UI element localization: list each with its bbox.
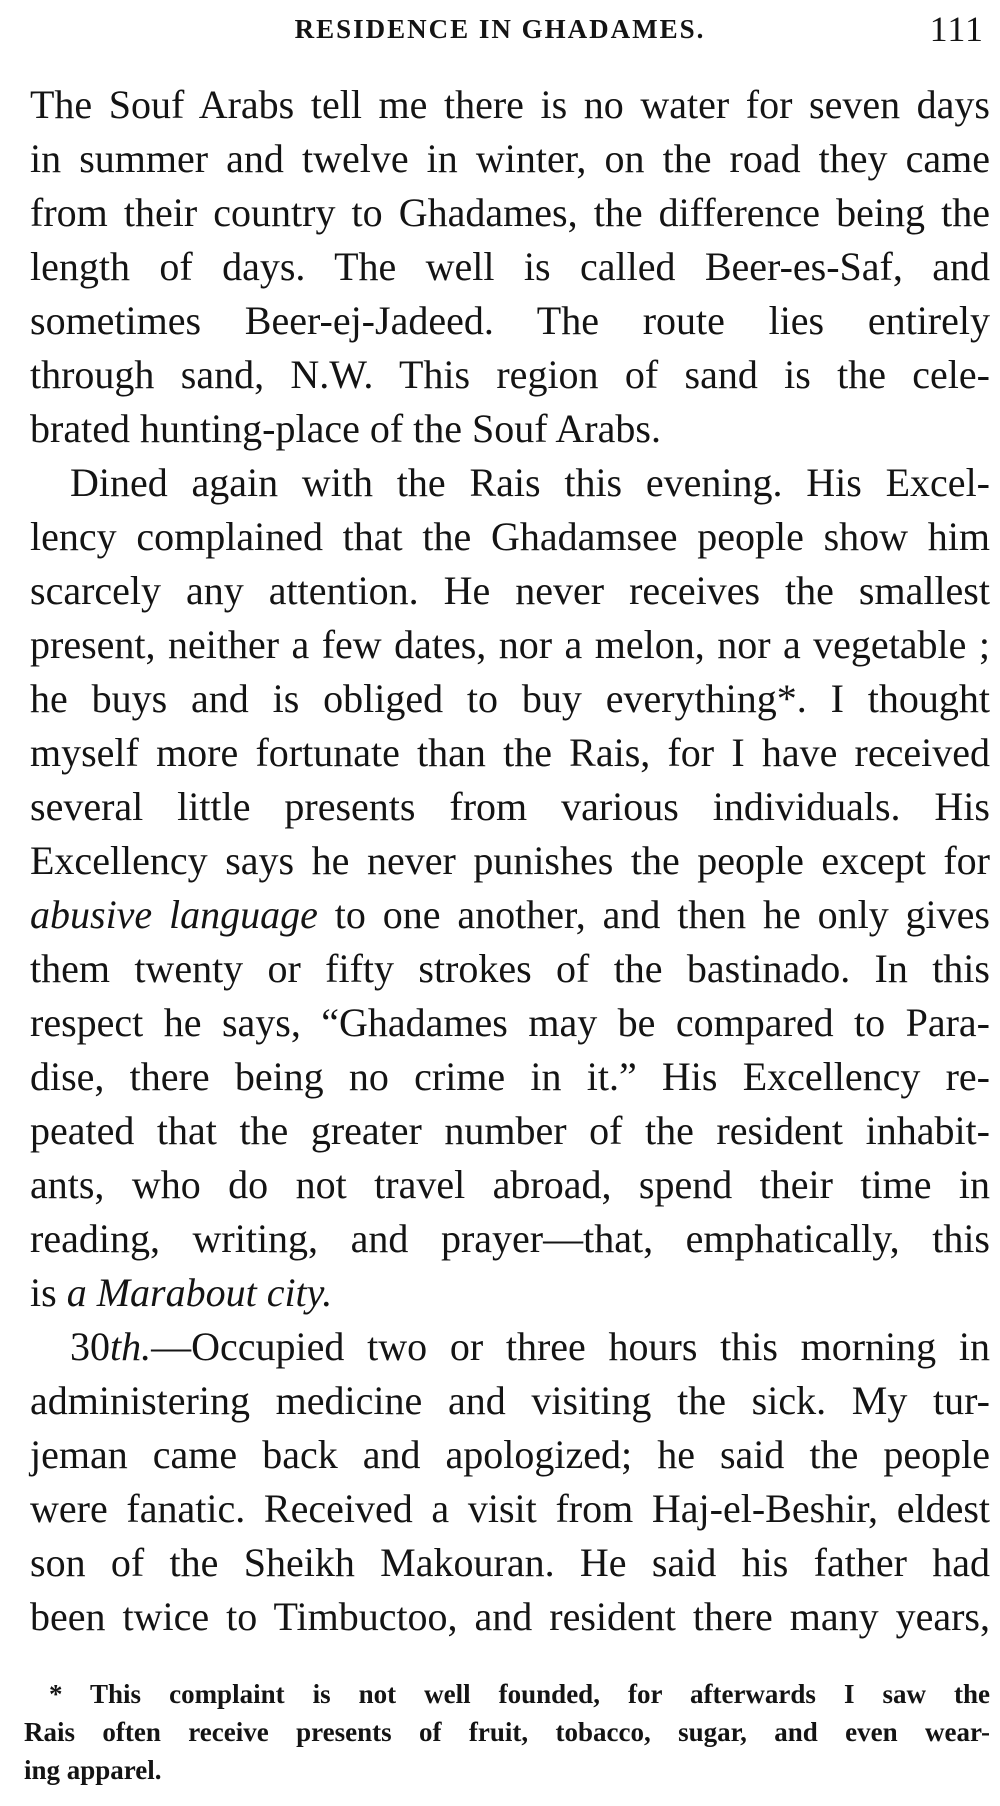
- text-line: sometimes Beer-ej-Jadeed. The route lies entirely: [30, 298, 990, 343]
- text-line: he buys and is obliged to buy everything*. I thought: [30, 676, 990, 721]
- footnote-line: * This complaint is not well founded, for afterwards I saw the: [49, 1679, 990, 1709]
- text-line: present, neither a few dates, nor a melon, nor a vegetable ;: [30, 622, 990, 667]
- text-line: son of the Sheikh Makouran. He said his father had: [30, 1540, 990, 1585]
- footnote-line: Rais often receive presents of fruit, tobacco, sugar, and even wear-: [24, 1717, 990, 1747]
- text-line: scarcely any attention. He never receives the smallest: [30, 568, 990, 613]
- text-line: lency complained that the Ghadamsee people show him: [30, 514, 990, 559]
- main-text: [30, 78, 990, 1644]
- text-segment: —Occupied two or three hours this morning in: [151, 1324, 990, 1369]
- text-line: length of days. The well is called Beer-es-Saf, and: [30, 244, 990, 289]
- text-line: from their country to Ghadames, the difference being the: [30, 190, 990, 235]
- text-line: The Souf Arabs tell me there is no water for seven days: [30, 82, 990, 127]
- italic-phrase: a Marabout city.: [66, 1270, 333, 1315]
- text-line: myself more fortunate than the Rais, for I have received: [30, 730, 990, 775]
- text-line: ants, who do not travel abroad, spend their time in: [30, 1162, 990, 1207]
- text-line: [30, 888, 990, 942]
- text-line: jeman came back and apologized; he said the people: [30, 1432, 990, 1477]
- text-line: through sand, N.W. This region of sand is the cele-: [30, 352, 990, 397]
- text-line: peated that the greater number of the resident inhabit-: [30, 1108, 990, 1153]
- italic-phrase: abusive language: [30, 892, 318, 937]
- text-line: several little presents from various individuals. His: [30, 784, 990, 829]
- footnote-line: ing apparel.: [24, 1755, 162, 1785]
- date-numeral: 30: [70, 1324, 110, 1369]
- text-line: respect he says, “Ghadames may be compared to Para-: [30, 1000, 990, 1045]
- text-line: been twice to Timbuctoo, and resident there many years,: [30, 1594, 990, 1639]
- footnote: [24, 1675, 990, 1789]
- text-line: reading, writing, and prayer—that, emphatically, this: [30, 1216, 990, 1261]
- date-suffix: th.: [110, 1324, 152, 1369]
- text-segment: is: [30, 1270, 67, 1315]
- running-title: RESIDENCE IN GHADAMES.: [294, 14, 706, 44]
- text-line: Excellency says he never punishes the people except for: [30, 838, 990, 883]
- text-line: Dined again with the Rais this evening. His Excel-: [70, 460, 990, 505]
- page-number: 111: [929, 9, 984, 49]
- text-line: were fanatic. Received a visit from Haj-el-Beshir, eldest: [30, 1486, 990, 1531]
- text-line: [30, 1266, 990, 1320]
- text-line: them twenty or fifty strokes of the bastinado. In this: [30, 946, 990, 991]
- text-line: in summer and twelve in winter, on the road they came: [30, 136, 990, 181]
- text-line: dise, there being no crime in it.” His Excellency re-: [30, 1054, 990, 1099]
- text-line: [30, 1320, 990, 1374]
- text-line: administering medicine and visiting the sick. My tur-: [30, 1378, 990, 1423]
- text-segment: to one another, and then he only gives: [334, 892, 990, 937]
- page-header: [0, 4, 1000, 64]
- text-line: brated hunting-place of the Souf Arabs.: [30, 406, 661, 451]
